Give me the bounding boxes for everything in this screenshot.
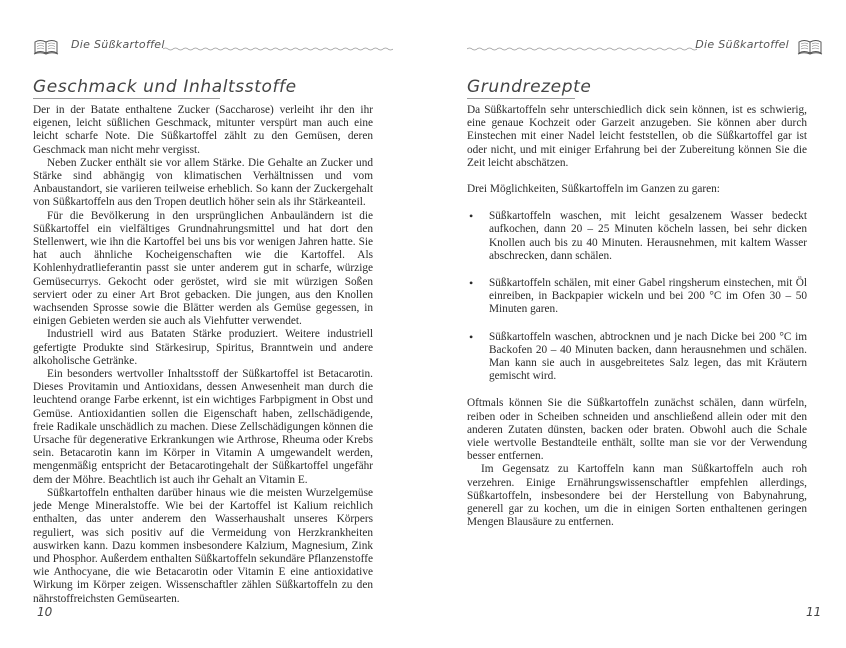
paragraph: Oftmals können Sie die Süßkartoffeln zunächst schälen, dann würfeln, reiben oder in Scheiben schneiden und anschließend allein oder mit den anderen Zutaten dünsten, backen oder braten. Obwohl auch die Schale viele wertvolle Bestandteile enthält, sollte man sie vor der Verwendung besser entfernen. bbox=[467, 397, 807, 463]
list-item: • Süßkartoffeln waschen, abtrocknen und je nach Dicke bei 200 °C im Backofen 20 – 40 Minuten backen, dann herausnehmen und schälen. Man kann sie auch in ausgebreitetes Salz legen, das mit Kräutern gemischt wird. bbox=[467, 331, 807, 384]
intro-paragraph: Da Süßkartoffeln sehr unterschiedlich dick sein können, ist es schwierig, eine genaue Kochzeit oder Garzeit anzugeben. Sie können aber durch Einstechen mit einer Nadel leicht feststellen, ob die Süßkartoffel gar ist oder nicht, und mit einiger Erfahrung bei der Zubereitung können Sie die Zeit leicht abschätzen. bbox=[467, 104, 807, 169]
right-page bbox=[423, 0, 846, 648]
paragraph: Für die Bevölkerung in den ursprünglichen Anbauländern ist die Süßkartoffel ein vielfältiges Grundnahrungsmittel und hat dort den Stellenwert, wie ihn die Kartoffel bei uns bis vor wenigen Jahren hatte. Sie hat auch ähnliche Kocheigenschaften wie die Kartoffel. Als Kohlenhydratlieferantin passt sie unter anderem gut in scharfe, würzige Gemüsecurrys. Gekocht oder geröstet, wird sie mit würzigen Soßen serviert oder zu einer Art Brot gebacken. Die jungen, aus den Knollen wachsenden Sprosse sowie die Blätter werden als Gemüse gegessen, in einigen Gebieten werden sie auch als Viehfutter verwendet. bbox=[33, 209, 373, 328]
paragraph: Neben Zucker enthält sie vor allem Stärke. Die Gehalte an Zucker und Stärke sind abhängig von klimatischen Verhältnissen und vom Anbaustandort, sie variieren teilweise erheblich. So kann der Zuckergehalt von Süßkartoffeln aus den Tropen deutlich höher sein als ihr Stärkeanteil. bbox=[33, 156, 373, 209]
running-header bbox=[467, 36, 823, 60]
page-number: 11 bbox=[806, 605, 822, 619]
body-text bbox=[33, 104, 373, 606]
paragraph: Süßkartoffeln enthalten darüber hinaus wie die meisten Wurzelgemüse jede Menge Mineralstoffe. Wie bei der Kartoffel ist Kalium reichlich enthalten, das unter anderem den Wasserhaushalt unseres Körpers reguliert, was sich positiv auf die Vermeidung von Herzkrankheiten auswirken kann. Dazu kommen insbesondere Kalzium, Magnesium, Zink und Phosphor. Außerdem enthalten Süßkartoffeln sekundäre Pflanzenstoffe wie Anthocyane, die wie Betacarotin oder Vitamin E eine antioxidative Wirkung im Körper zeigen. Wissenschaftler zählen Süßkartoffeln zu den nährstoffreichsten Gemüsearten. bbox=[33, 486, 373, 605]
header-title: Die Süßkartoffel bbox=[695, 38, 789, 51]
page-number: 10 bbox=[37, 605, 53, 619]
list-intro: Drei Möglichkeiten, Süßkartoffeln im Ganzen zu garen: bbox=[467, 183, 720, 196]
open-book-icon bbox=[797, 36, 823, 56]
list-item: • Süßkartoffeln waschen, mit leicht gesalzenem Wasser bedeckt aufkochen, dann 20 – 25 Minuten köcheln lassen, bei sehr dicken Knollen auch bis zu 40 Minuten. Herausnehmen, mit kaltem Wasser abschrecken, dann schälen. bbox=[467, 210, 807, 263]
header-wavy-rule bbox=[163, 47, 393, 51]
section-heading: Geschmack und Inhaltsstoffe bbox=[33, 77, 297, 97]
list-item: • Süßkartoffeln schälen, mit einer Gabel ringsherum einstechen, mit Öl einreiben, in Backpapier wickeln und bei 200 °C im Ofen 30 – 50 Minuten garen. bbox=[467, 277, 807, 317]
paragraph: Der in der Batate enthaltene Zucker (Saccharose) verleiht ihr den ihr eigenen, leicht süßlichen Geschmack, mitunter verspürt man auch eine leicht scharfe Note. Die Süßkartoffel zählt zu den Gemüsen, deren Geschmack man nicht mehr vergisst. bbox=[33, 104, 373, 156]
running-header bbox=[33, 36, 393, 60]
header-wavy-rule bbox=[467, 47, 697, 51]
body-text bbox=[467, 104, 807, 529]
open-book-icon bbox=[33, 36, 59, 56]
paragraph: Im Gegensatz zu Kartoffeln kann man Süßkartoffeln auch roh verzehren. Einige Ernährungswissenschaftler empfehlen allerdings, Süßkartoffeln, insbesondere bei der Herstellung von Babynahrung, generell gar zu kochen, um die in einigen Sorten enthaltenen geringen Mengen Blausäure zu entfernen. bbox=[467, 463, 807, 529]
header-title: Die Süßkartoffel bbox=[71, 38, 165, 51]
heading-underline bbox=[33, 98, 220, 99]
heading-underline bbox=[467, 98, 575, 99]
paragraph: Ein besonders wertvoller Inhaltsstoff der Süßkartoffel ist Betacarotin. Dieses Provitamin und Antioxidans, dessen Anwesenheit man durch die leuchtend orange Farbe erkennt, ist ein wichtiges Farbpigment in Obst und Gemüse. Antioxidantien sollen die Eigenschaft haben, zellschädigende, freie Radikale unschädlich zu machen. Diese Zellschädigungen können die Ursache für degenerative Erkrankungen wie Arthrose, Rheuma oder Krebs sein. Betacarotin kann im Körper in Vitamin A umgewandelt werden, mengenmäßig entspricht der Betacarotingehalt der Süßkartoffel ungefähr dem der Möhre. Beachtlich ist auch ihr Gehalt an Vitamin E. bbox=[33, 368, 373, 486]
method-list bbox=[467, 210, 807, 383]
section-heading: Grundrezepte bbox=[467, 77, 592, 97]
paragraph: Industriell wird aus Bataten Stärke produziert. Weitere industriell gefertigte Produkte sind Stärkesirup, Spiritus, Branntwein und andere alkoholische Getränke. bbox=[33, 328, 373, 367]
